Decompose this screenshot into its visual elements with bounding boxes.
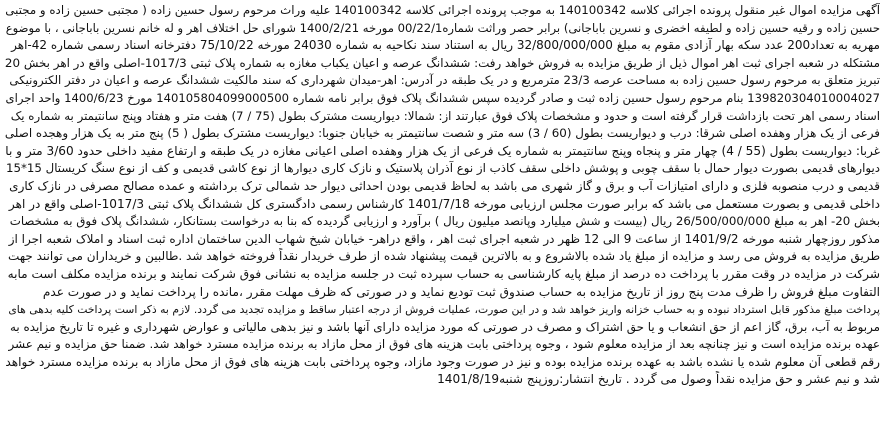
notice-line: دیوارهای قدیمی بصورت دیوار حمال با سقف چوبی و پوشش داخلی سقف کاذب از نوع آذران پلاستیک و نازک کاری دیوارها از نوع کاشی قدیمی و کف از نوع سنگ کریستال 15*15: [5, 161, 880, 176]
notice-line: التفاوت مبلغ فروش را ظرف مدت پنج روز از تاریخ مزایده به حساب صندوق ثبت تودیع نماید و در صورتی که ظرف مهلت مقرر ،مانده را پرداخت نماید و در صورت عدم: [42, 284, 880, 299]
notice-line: فرعی از یک هزار وهفده اصلی شرقا: درب و دیواریست بطول (60 / 3) سه متر و شصت سانتیمتر به خیابان جنوبا: دیواریست مشترک بطول ( 5) پنج متر به یک هزار وهجده اصلی: [5, 126, 880, 141]
notice-line: اسناد رسمی اهر تحت بازداشت قرار گرفته است و حدود و مشخصات پلاک فوق عبارتند از: شمالا: دیواریست مشترک بطول (75 / 7) هفت متر و هفتاد وپنج سانتیمتر به شماره یک: [10, 108, 880, 123]
notice-line: طریق مزایده به فروش می رسد و مزایده از مبلغ یاد شده بالاشروع و به بالاترین قیمت پیشنهاد شده از طرف خریدار نقداً فروخته خواهد شد .طالبین و خریداران می توانند جهت: [8, 249, 880, 264]
notice-line: شد و نیم عشر و حق مزایده نقداً وصول می گردد . تاریخ انتشار:روزپنج شنبه1401/8/19: [437, 372, 880, 387]
notice-line: عهده برنده مزایده است و نیز چنانچه بعد از مزایده معلوم شود ، وجوه پرداختی بابت هزینه های فوق از محل مازاد به برنده مزایده مسترد خواهد شد. ضمنا حق مزایده و نیم عشر: [8, 337, 880, 352]
notice-line: مهریه به تعداد200 عدد سکه بهار آزادی مقوم به مبلغ 32/800/000/000 ریال به استناد سند نکاحیه به شماره 24030 مورخه 75/10/22 دفترخانه اسناد رسمی شماره 42-اهر: [11, 38, 880, 53]
notice-line: حسین زاده و رقیه حسین زاده و لطیفه اخضری و نسرین باباجانی) برابر حصر وراثت شماره00/22/1 مورخه 1400/2/21 شورای حل اختلاف اهر و له خانم نسرین باباجانی ، با موضوع: [5, 20, 880, 35]
notice-line: داخلی قدیمی و بصورت مستعمل می باشد که برابر صورت مجلس ارزیابی مورخه 1401/7/18 کارشناس رسمی دادگستری کل ششدانگ پلاک ثبتی 1017/3-اصلی واقع در اهر: [8, 196, 880, 211]
notice-line: پرداخت مبلغ مذکور قابل استرداد نبوده و به حساب خزانه واریز خواهد شد و در این صورت، عملیات فروش از درجه اعتبار ساقط و مزایده تجدید می گردد. لازم به ذکر است پرداخت کلیه بدهی های: [8, 303, 880, 317]
notice-line: تبریز متعلق به مرحوم رسول حسین زاده به مساحت عرصه 23/3 مترمربع و در یک طبقه در آدرس: اهر-میدان شهرداری که سند مالکیت ششدانگ عرصه و اعیان در دفتر الکترونیکی: [9, 73, 880, 88]
notice-line: بخش 20- اهر به مبلغ 26/500/000/000 ریال (بیست و شش میلیارد وپانصد میلیون ریال ) برآورد و ارزیابی گردیده که بنا به درخواست بستانکار، ششدانگ پلاک فوق به مشخصات: [9, 214, 880, 229]
notice-line: غربا: دیواریست بطول (55 / 4) چهار متر و پنجاه وپنج سانتیمتر به شماره یک فرعی از یک هزار وهفده اصلی اعیانی مغازه در یک طبقه و ارتفاع مفید داخلی حدود 3/60 متر و با: [5, 143, 880, 158]
notice-line: 139820304010004027 بنام مرحوم رسول حسین زاده ثبت و صادر گردیده سپس ششدانگ پلاک فوق برابر نامه شماره 140105804099000500 مورخ 1400/6/23 واحد اجرای: [5, 90, 880, 105]
notice-line: قدیمی و درب منصوبه فلزی و دارای امتیازات آب و برق و گاز شهری می باشد به لحاظ قدیمی بودن احداثی دیوار حد شمالی ترک برداشته و عمده مصالح مصرفی در نازک کاری: [9, 178, 880, 193]
notice-line: آگهی مزایده اموال غیر منقول پرونده اجرائی کلاسه 140100342 به موجب پرونده اجرائی کلاسه 140100342 علیه وراث مرحوم رسول حسین زاده ( مجتبی حسین زاده و مجتبی: [5, 3, 880, 17]
notice-line: شرکت در مزایده در وقت مقرر با پرداخت ده درصد از مبلغ پایه کارشناسی به حساب سپرده ثبت در جلسه مزایده به نشانی فوق شرکت نمایند و برنده مزایده مکلف است مابه: [7, 266, 880, 281]
notice-line: مذکور روزچهار شنبه مورخه 1401/9/2 از ساعت 9 الی 12 ظهر در شعبه اجرای ثبت اهر ، واقع دراهر- خیابان شیخ شهاب الدین ساختمان اداره ثبت اسناد و املاک شعبه اجرا از: [8, 231, 880, 246]
notice-line: مربوط به آب، برق، گاز اعم از حق انشعاب و یا حق اشتراک و مصرف در صورتی که مورد مزایده دارای آنها باشد و نیز بدهی مالیاتی و عوارض شهرداری و غیره تا تاریخ مزایده به: [10, 319, 880, 334]
notice-line: رقم قطعی آن معلوم شده یا نشده باشد به عهده برنده مزایده بوده و نیز در صورت وجود مازاد، وجوه پرداختی بابت هزینه های فوق از محل مازاد به برنده مزایده مسترد خواهد: [5, 354, 880, 369]
notice-line: مشتکله در شعبه اجرای ثبت اهر اموال ذیل از طریق مزایده به فروش خواهد رفت: ششدانگ عرصه و اعیان یکباب مغازه به شماره پلاک ثبتی 1017/3-اصلی واقع در اهر بخش 20: [5, 55, 880, 70]
